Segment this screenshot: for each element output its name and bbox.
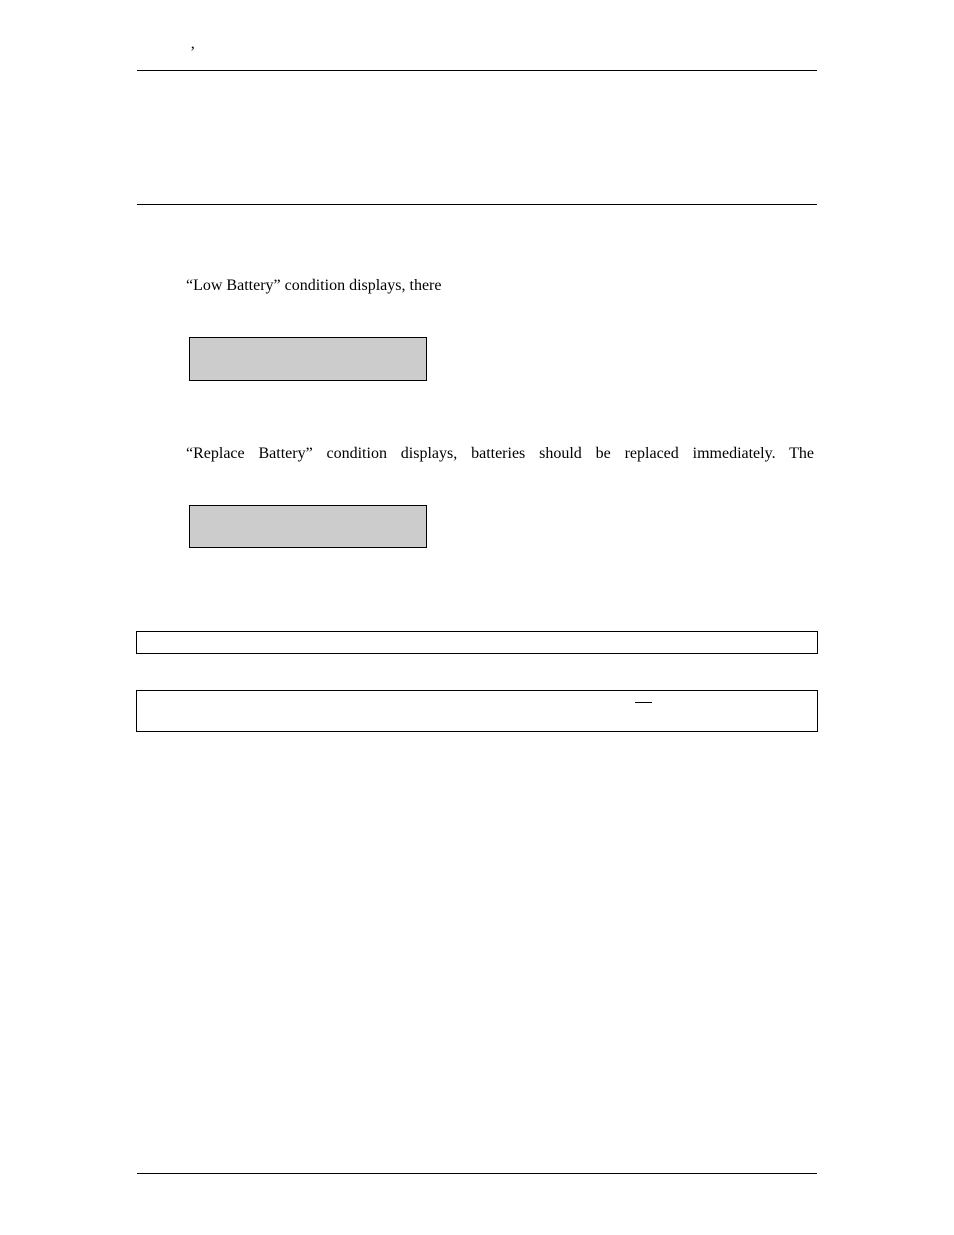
lcd-display-replace-battery bbox=[189, 505, 427, 548]
low-battery-paragraph: “Low Battery” condition displays, there bbox=[186, 277, 442, 294]
overline-mark bbox=[635, 702, 652, 703]
header-rule bbox=[137, 70, 817, 71]
footer-rule bbox=[137, 1173, 817, 1174]
section-rule bbox=[137, 204, 817, 205]
note-box-2 bbox=[136, 690, 818, 732]
note-box-1 bbox=[136, 631, 818, 654]
replace-battery-paragraph: “Replace Battery” condition displays, batteries should be replaced immediately. The bbox=[186, 445, 814, 462]
header-apostrophe: ’ bbox=[190, 44, 196, 61]
lcd-display-low-battery bbox=[189, 337, 427, 381]
